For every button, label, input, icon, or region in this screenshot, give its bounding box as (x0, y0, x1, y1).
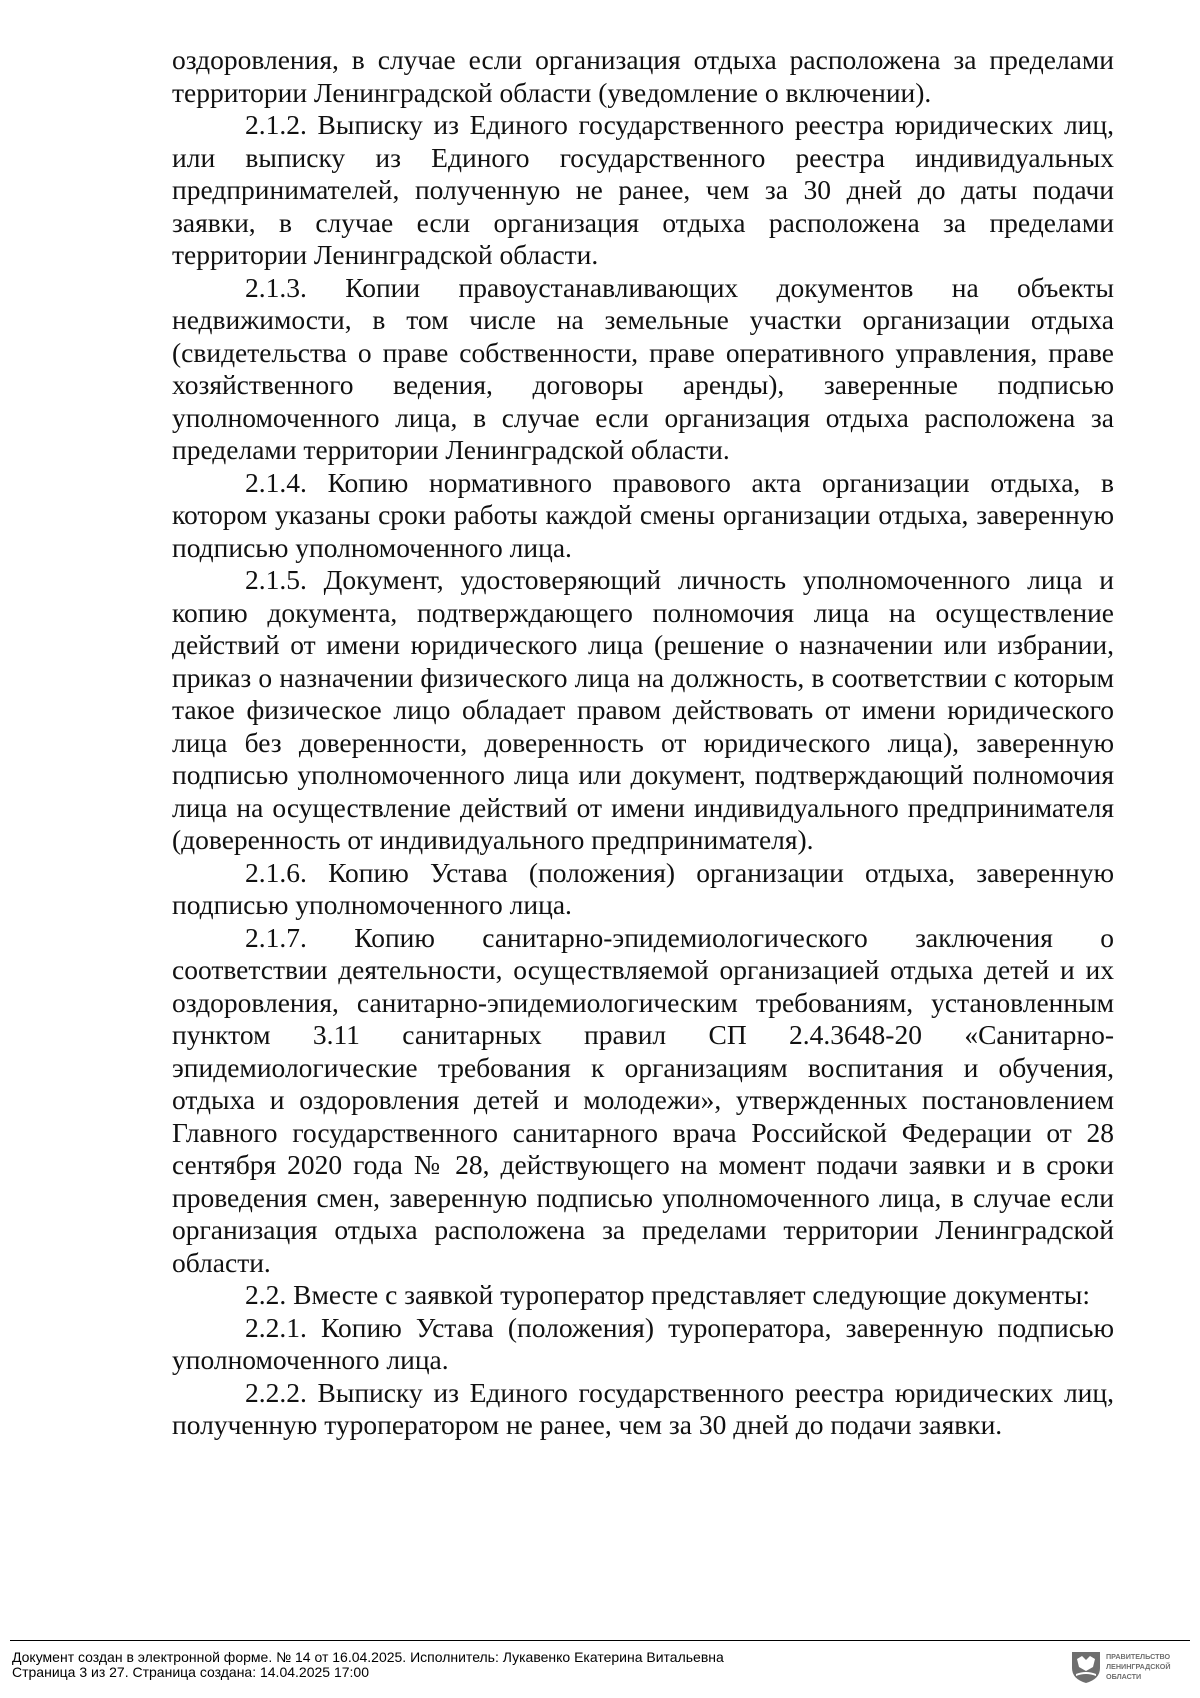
paragraph-2-2: 2.2. Вместе с заявкой туроператор представляет следующие документы: (245, 1279, 1091, 1310)
paragraph-2-2-2: 2.2.2. Выписку из Единого государственного реестра юридических лиц, полученную туроператором не ранее, чем за 30 дней до подачи заявки. (172, 1376, 1114, 1440)
footer-page-info: Страница 3 из 27. Страница создана: 14.04.2025 17:00 (12, 1664, 369, 1680)
footer-info (12, 1650, 724, 1680)
paragraph-2-1-7: 2.1.7. Копию санитарно-эпидемиологического заключения о соответствии деятельности, осуществляемой организацией отдыха детей и их оздоровления, санитарно-эпидемиологическим требованиям, установленным пунктом 3.11 санитарных правил СП 2.4.3648-20 «Санитарно-эпидемиологические требования к организациям воспитания и обучения, отдыха и оздоровления детей и молодежи», утвержденных постановлением Главного государственного санитарного врача Российской Федерации от 28 сентября 2020 года № 28, действующего на момент подачи заявки и в сроки проведения смен, заверенную подписью уполномоченного лица, в случае если организация отдыха расположена за пределами территории Ленинградской области. (172, 921, 1114, 1278)
paragraph-2-1-2: 2.1.2. Выписку из Единого государственного реестра юридических лиц, или выписку из Единого государственного реестра индивидуальных предпринимателей, полученную не ранее, чем за 30 дней до даты подачи заявки, в случае если организация отдыха расположена за пределами территории Ленинградской области. (172, 109, 1114, 270)
footer-document-info: Документ создан в электронной форме. № 14 от 16.04.2025. Исполнитель: Лукавенко Екатерина Витальевна (12, 1649, 724, 1665)
paragraph-2-1-6: 2.1.6. Копию Устава (положения) организации отдыха, заверенную подписью уполномоченного лица. (172, 856, 1114, 920)
paragraph-2-1-5: 2.1.5. Документ, удостоверяющий личность уполномоченного лица и копию документа, подтверждающего полномочия лица на осуществление действий от имени юридического лица (решение о назначении или избрании, приказ о назначении физического лица на должность, в соответствии с которым такое физическое лицо обладает правом действовать от имени юридического лица без доверенности, доверенность от юридического лица), заверенную подписью уполномоченного лица или документ, подтверждающий полномочия лица на осуществление действий от имени индивидуального предпринимателя (доверенность от индивидуального предпринимателя). (172, 564, 1114, 855)
paragraph-2-1-4: 2.1.4. Копию нормативного правового акта организации отдыха, в котором указаны сроки работы каждой смены организации отдыха, заверенную подписью уполномоченного лица. (172, 466, 1114, 563)
logo-text-line-3: ОБЛАСТИ (1106, 1672, 1142, 1681)
logo-text-line-2: ЛЕНИНГРАДСКОЙ (1106, 1662, 1171, 1671)
paragraph-2-1-3: 2.1.3. Копии правоустанавливающих документов на объекты недвижимости, в том числе на земельные участки организации отдыха (свидетельства о праве собственности, праве оперативного управления, праве хозяйственного ведения, договоры аренды), заверенные подписью уполномоченного лица, в случае если организация отдыха расположена за пределами территории Ленинградской области. (172, 271, 1114, 465)
logo-text-line-1: ПРАВИТЕЛЬСТВО (1106, 1652, 1171, 1661)
paragraph-2-2-1: 2.2.1. Копию Устава (положения) туроператора, заверенную подписью уполномоченного лица. (172, 1311, 1114, 1375)
paragraph-continuation: оздоровления, в случае если организация отдыха расположена за пределами территории Ленинградской области (уведомление о включении). (172, 44, 1114, 108)
footer-divider (10, 1640, 1190, 1641)
coat-of-arms-icon (1072, 1652, 1100, 1683)
document-body (172, 44, 1114, 1442)
government-logo (1070, 1648, 1188, 1684)
page-footer (0, 1640, 1200, 1698)
